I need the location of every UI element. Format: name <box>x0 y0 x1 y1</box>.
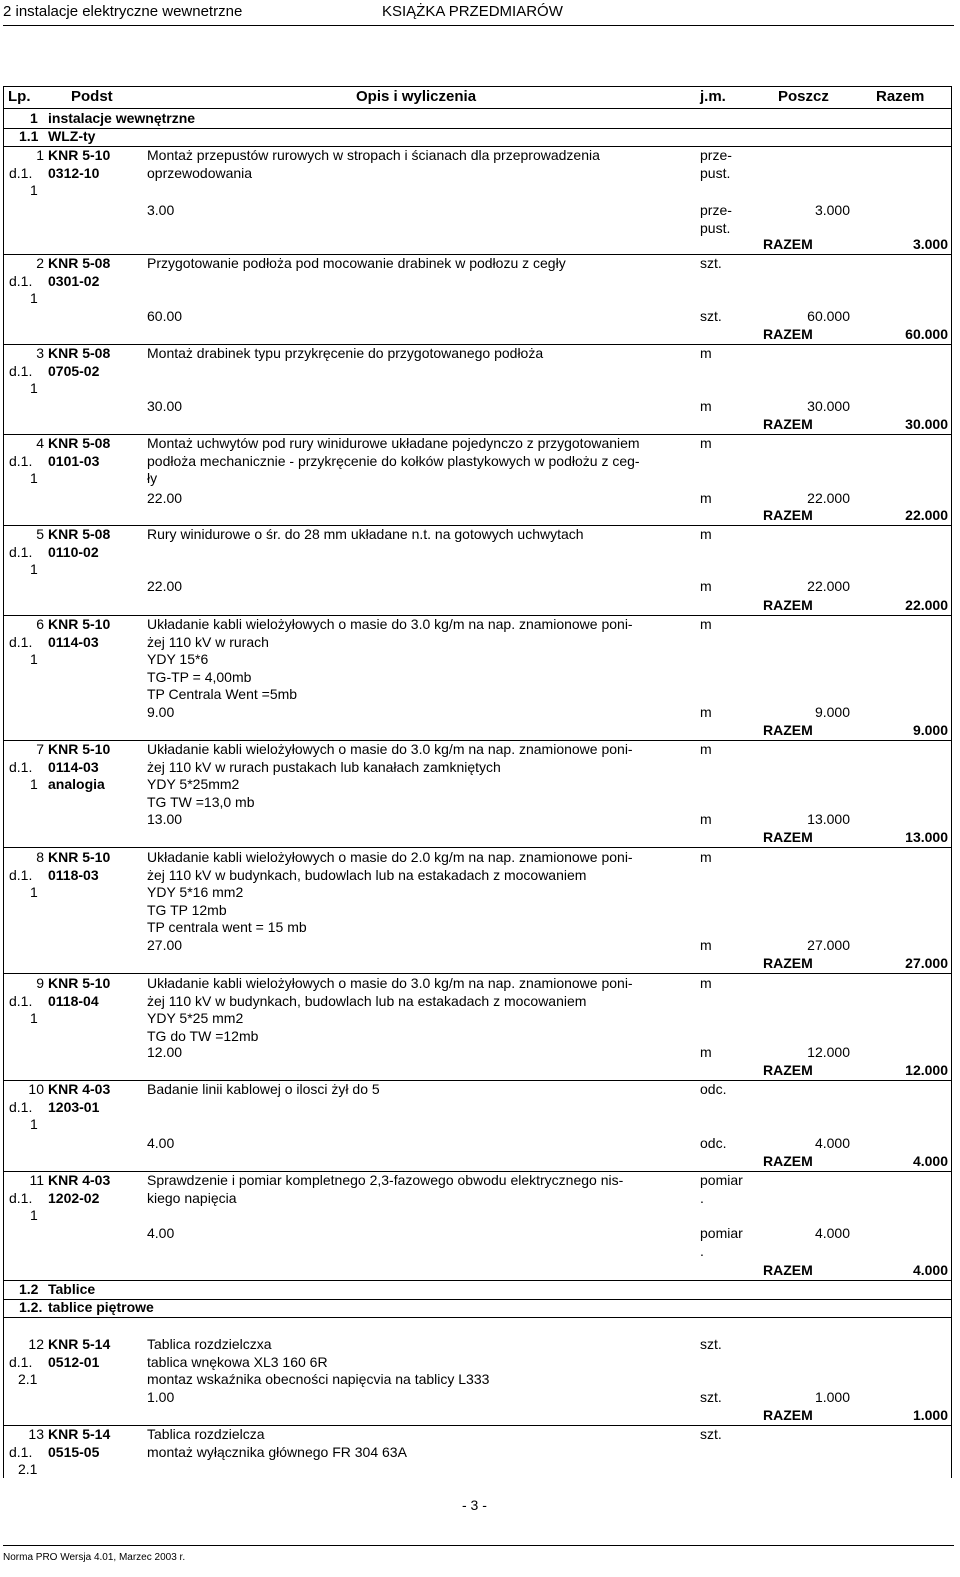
calculation-unit: odc. <box>700 1135 727 1151</box>
calculation-value: 60.00 <box>147 308 183 324</box>
item-number: 7 <box>36 741 44 757</box>
podst-code: KNR 5-10 <box>48 741 111 757</box>
calculation-value: 4.00 <box>147 1135 175 1151</box>
description-line: oprzewodowania <box>147 164 253 181</box>
item-lp-suffix: d.1. <box>9 633 33 650</box>
item-lp-suffix: 1 <box>30 1207 38 1223</box>
unit-label: m <box>700 526 712 542</box>
razem-value: 27.000 <box>905 955 948 971</box>
description-line: TG-TP = 4,00mb <box>147 668 252 685</box>
software-footer: Norma PRO Wersja 4.01, Marzec 2003 r. <box>3 1552 186 1563</box>
razem-value: 4.000 <box>912 1153 948 1169</box>
podst-code: 1202-02 <box>48 1189 100 1206</box>
poszcz-value: 1.000 <box>814 1389 850 1405</box>
item-number: 13 <box>28 1426 44 1442</box>
razem-value: 22.000 <box>905 597 948 613</box>
unit-label: m <box>700 849 712 865</box>
razem-value: 3.000 <box>912 236 948 252</box>
razem-label: RAZEM <box>763 1407 813 1423</box>
calculation-unit: pust. <box>700 219 731 236</box>
item-number: 6 <box>36 616 44 632</box>
col-header-opis: Opis i wyliczenia <box>356 88 477 105</box>
calculation-value: 30.00 <box>147 398 183 414</box>
item-lp-suffix: d.1. <box>9 1098 33 1115</box>
item-number: 8 <box>36 849 44 865</box>
razem-label: RAZEM <box>763 955 813 971</box>
poszcz-value: 22.000 <box>807 578 850 594</box>
description-line: Układanie kabli wielożyłowych o masie do 2.0 kg/m na nap. znamionowe poni- <box>147 849 633 865</box>
description-line: żej 110 kV w rurach pustakach lub kanałach zamkniętych <box>147 758 501 775</box>
table-border <box>3 108 4 1478</box>
item-number: 12 <box>28 1336 44 1352</box>
podst-code: 1203-01 <box>48 1098 100 1115</box>
group-name: instalacje wewnętrzne <box>48 110 196 126</box>
description-line: żej 110 kV w rurach <box>147 633 269 650</box>
description-line: Rury winidurowe o śr. do 28 mm układane n.t. na gotowych uchwytach <box>147 526 584 542</box>
description-line: ły <box>147 470 158 486</box>
podst-code: 0301-02 <box>48 272 100 289</box>
podst-code: KNR 5-08 <box>48 526 111 542</box>
podst-code: KNR 5-08 <box>48 255 111 271</box>
description-line: montaż wyłącznika głównego FR 304 63A <box>147 1443 407 1460</box>
footer-rule <box>3 1545 954 1546</box>
calculation-unit: m <box>700 704 712 720</box>
item-lp-suffix: 1 <box>30 470 38 486</box>
description-line: Układanie kabli wielożyłowych o masie do 3.0 kg/m na nap. znamionowe poni- <box>147 741 633 757</box>
description-line: Tablica rozdzielcza <box>147 1426 265 1442</box>
calculation-unit: szt. <box>700 308 722 324</box>
razem-value: 60.000 <box>905 326 948 342</box>
description-line: Montaż drabinek typu przykręcenie do przygotowanego podłoża <box>147 345 544 361</box>
group-name: tablice piętrowe <box>48 1299 154 1315</box>
razem-label: RAZEM <box>763 597 813 613</box>
podst-code: 0312-10 <box>48 164 100 181</box>
calculation-unit: m <box>700 398 712 414</box>
item-lp-suffix: d.1. <box>9 452 33 469</box>
item-lp-suffix: 1 <box>30 1116 38 1132</box>
calculation-value: 22.00 <box>147 490 183 506</box>
description-line: TG TW =13,0 mb <box>147 793 255 810</box>
item-lp-suffix: 1 <box>30 561 38 577</box>
unit-label: m <box>700 975 712 991</box>
description-line: YDY 5*25 mm2 <box>147 1010 244 1026</box>
row-divider <box>3 1280 951 1281</box>
unit-label: m <box>700 616 712 632</box>
row-divider <box>3 128 951 129</box>
description-line: tablica wnękowa XL3 160 6R <box>147 1353 328 1370</box>
razem-value: 13.000 <box>905 829 948 845</box>
item-lp-suffix: d.1. <box>9 758 33 775</box>
group-name: Tablice <box>48 1281 96 1297</box>
group-number: 1.2 <box>19 1281 39 1297</box>
description-line: Badanie linii kablowej o ilosci żył do 5 <box>147 1081 380 1097</box>
col-header-lp: Lp. <box>8 88 31 105</box>
poszcz-value: 9.000 <box>814 704 850 720</box>
podst-code: 0110-02 <box>48 543 99 560</box>
podst-code: 0705-02 <box>48 362 100 379</box>
item-lp-suffix: d.1. <box>9 272 33 289</box>
unit-label: pomiar <box>700 1172 743 1188</box>
description-line: Układanie kabli wielożyłowych o masie do 3.0 kg/m na nap. znamionowe poni- <box>147 975 633 991</box>
razem-value: 4.000 <box>912 1262 948 1278</box>
razem-value: 9.000 <box>912 722 948 738</box>
podst-code: 0114-03 <box>48 758 99 775</box>
item-lp-suffix: d.1. <box>9 1189 33 1206</box>
razem-label: RAZEM <box>763 416 813 432</box>
podst-code: analogia <box>48 776 105 792</box>
item-number: 11 <box>29 1172 44 1188</box>
razem-label: RAZEM <box>763 236 813 252</box>
podst-code: 0512-01 <box>48 1353 100 1370</box>
description-line: Tablica rozdzielczxa <box>147 1336 272 1352</box>
razem-label: RAZEM <box>763 507 813 523</box>
row-divider <box>3 1317 951 1318</box>
razem-label: RAZEM <box>763 829 813 845</box>
page-number: - 3 - <box>462 1497 487 1513</box>
description-line: YDY 5*25mm2 <box>147 776 240 792</box>
item-lp-suffix: 1 <box>30 776 38 792</box>
poszcz-value: 4.000 <box>814 1225 850 1241</box>
description-line: TG TP 12mb <box>147 901 227 918</box>
description-line: Montaż uchwytów pod rury winidurowe układane pojedynczo z przygotowaniem <box>147 435 640 451</box>
calculation-unit: prze- <box>700 202 732 218</box>
item-lp-suffix: d.1. <box>9 1353 33 1370</box>
poszcz-value: 22.000 <box>807 490 850 506</box>
podst-code: 0118-04 <box>48 992 99 1009</box>
poszcz-value: 30.000 <box>807 398 850 414</box>
item-lp-suffix: 1 <box>30 884 38 900</box>
poszcz-value: 13.000 <box>807 811 850 827</box>
unit-label: m <box>700 435 712 451</box>
col-header-jm: j.m. <box>700 88 726 105</box>
description-line: Sprawdzenie i pomiar kompletnego 2,3-fazowego obwodu elektrycznego nis- <box>147 1172 624 1188</box>
item-lp-suffix: d.1. <box>9 992 33 1009</box>
razem-label: RAZEM <box>763 1062 813 1078</box>
calculation-unit: m <box>700 578 712 594</box>
description-line: podłoża mechanicznie - przykręcenie do kołków plastykowych w podłożu z ceg- <box>147 452 640 469</box>
calculation-value: 3.00 <box>147 202 175 218</box>
item-lp-suffix: d.1. <box>9 866 33 883</box>
poszcz-value: 12.000 <box>807 1044 850 1060</box>
poszcz-value: 4.000 <box>814 1135 850 1151</box>
description-line: Układanie kabli wielożyłowych o masie do 3.0 kg/m na nap. znamionowe poni- <box>147 616 633 632</box>
razem-value: 12.000 <box>905 1062 948 1078</box>
item-lp-suffix: 2.1 <box>18 1461 38 1477</box>
item-number: 2 <box>36 255 44 271</box>
podst-code: KNR 5-10 <box>48 616 111 632</box>
razem-label: RAZEM <box>763 1262 813 1278</box>
podst-code: KNR 4-03 <box>48 1172 111 1188</box>
podst-code: 0118-03 <box>48 866 99 883</box>
unit-label: pust. <box>700 164 731 181</box>
document-type-title: KSIĄŻKA PRZEDMIARÓW <box>382 3 563 20</box>
poszcz-value: 3.000 <box>814 202 850 218</box>
description-line: montaz wskaźnika obecności napięcvia na tablicy L333 <box>147 1371 490 1387</box>
item-number: 1 <box>36 147 44 163</box>
description-line: YDY 15*6 <box>147 651 209 667</box>
item-lp-suffix: 1 <box>30 290 38 306</box>
item-lp-suffix: d.1. <box>9 543 33 560</box>
podst-code: 0114-03 <box>48 633 99 650</box>
header-rule <box>3 25 954 26</box>
unit-label: prze- <box>700 147 732 163</box>
podst-code: KNR 5-10 <box>48 849 111 865</box>
group-number: 1.2. <box>19 1299 43 1315</box>
razem-value: 22.000 <box>905 507 948 523</box>
unit-label: szt. <box>700 1336 722 1352</box>
col-header-podst: Podst <box>71 88 113 105</box>
description-line: YDY 5*16 mm2 <box>147 884 244 900</box>
unit-label: szt. <box>700 255 722 271</box>
item-lp-suffix: d.1. <box>9 164 33 181</box>
item-number: 9 <box>36 975 44 991</box>
calculation-value: 13.00 <box>147 811 183 827</box>
podst-code: 0101-03 <box>48 452 100 469</box>
calculation-unit: pomiar <box>700 1225 743 1241</box>
col-header-poszcz: Poszcz <box>778 88 829 105</box>
item-lp-suffix: 2.1 <box>18 1371 38 1387</box>
item-number: 5 <box>36 526 44 542</box>
calculation-unit: m <box>700 937 712 953</box>
unit-label: szt. <box>700 1426 722 1442</box>
item-number: 4 <box>36 435 44 451</box>
item-lp-suffix: 1 <box>30 380 38 396</box>
podst-code: KNR 4-03 <box>48 1081 111 1097</box>
group-number: 1.1 <box>19 128 39 144</box>
item-lp-suffix: d.1. <box>9 1443 33 1460</box>
calculation-value: 12.00 <box>147 1044 183 1060</box>
description-line: żej 110 kV w budynkach, budowlach lub na estakadach z mocowaniem <box>147 992 587 1009</box>
table-border <box>951 86 952 1478</box>
podst-code: KNR 5-14 <box>48 1336 111 1352</box>
row-divider <box>3 847 951 848</box>
podst-code: 0515-05 <box>48 1443 100 1460</box>
document-section-title: 2 instalacje elektryczne wewnetrzne <box>3 3 243 20</box>
col-header-razem: Razem <box>876 88 925 105</box>
podst-code: KNR 5-14 <box>48 1426 111 1442</box>
unit-label: m <box>700 345 712 361</box>
razem-label: RAZEM <box>763 1153 813 1169</box>
calculation-unit: m <box>700 490 712 506</box>
calculation-value: 22.00 <box>147 578 183 594</box>
row-divider <box>3 1080 951 1081</box>
unit-label: . <box>700 1189 704 1206</box>
unit-label: m <box>700 741 712 757</box>
calculation-unit: m <box>700 1044 712 1060</box>
item-lp-suffix: 1 <box>30 182 38 198</box>
description-line: kiego napięcia <box>147 1189 237 1206</box>
item-lp-suffix: 1 <box>30 1010 38 1026</box>
description-line: Przygotowanie podłoża pod mocowanie drabinek w podłozu z cegły <box>147 255 566 271</box>
poszcz-value: 60.000 <box>807 308 850 324</box>
calculation-value: 4.00 <box>147 1225 175 1241</box>
calculation-value: 9.00 <box>147 704 175 720</box>
description-line: TP Centrala Went =5mb <box>147 686 298 702</box>
calculation-value: 27.00 <box>147 937 183 953</box>
calculation-unit: m <box>700 811 712 827</box>
podst-code: KNR 5-10 <box>48 975 111 991</box>
podst-code: KNR 5-08 <box>48 435 111 451</box>
podst-code: KNR 5-10 <box>48 147 111 163</box>
item-number: 3 <box>36 345 44 361</box>
description-line: TP centrala went = 15 mb <box>147 919 307 935</box>
calculation-unit: szt. <box>700 1389 722 1405</box>
group-name: WLZ-ty <box>48 128 96 144</box>
razem-value: 30.000 <box>905 416 948 432</box>
unit-label: odc. <box>700 1081 727 1097</box>
row-divider <box>3 1425 951 1426</box>
description-line: TG do TW =12mb <box>147 1027 259 1044</box>
calculation-unit: . <box>700 1242 704 1259</box>
description-line: Montaż przepustów rurowych w stropach i ścianach dla przeprowadzenia <box>147 147 600 163</box>
item-number: 10 <box>28 1081 44 1097</box>
razem-label: RAZEM <box>763 326 813 342</box>
podst-code: KNR 5-08 <box>48 345 111 361</box>
row-divider <box>3 973 951 974</box>
item-lp-suffix: d.1. <box>9 362 33 379</box>
item-lp-suffix: 1 <box>30 651 38 667</box>
poszcz-value: 27.000 <box>807 937 850 953</box>
group-number: 1 <box>30 110 38 126</box>
description-line: żej 110 kV w budynkach, budowlach lub na estakadach z mocowaniem <box>147 866 587 883</box>
razem-label: RAZEM <box>763 722 813 738</box>
calculation-value: 1.00 <box>147 1389 175 1405</box>
razem-value: 1.000 <box>912 1407 948 1423</box>
